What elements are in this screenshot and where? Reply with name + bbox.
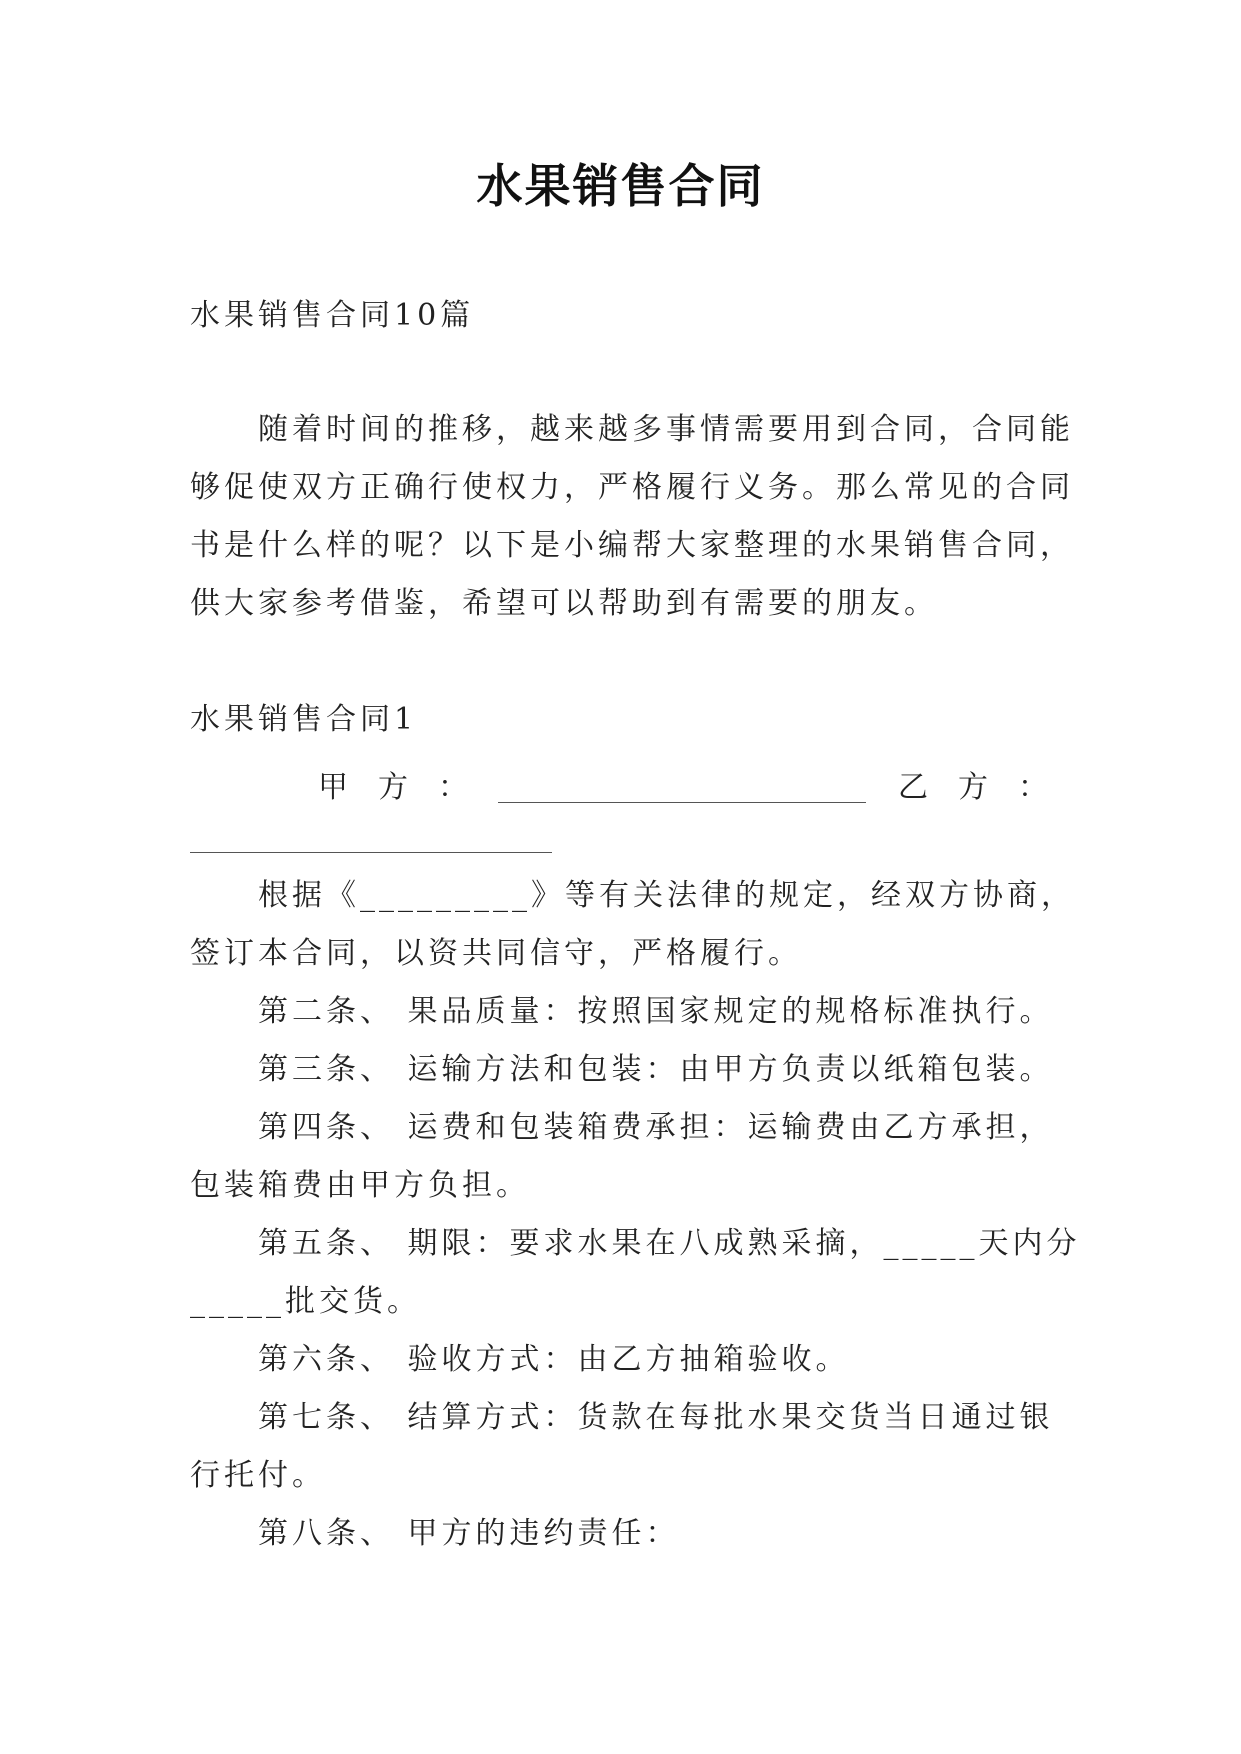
party-b-blank bbox=[190, 852, 552, 853]
contract-line: 第三条、 运输方法和包装：由甲方负责以纸箱包装。 bbox=[258, 1052, 1054, 1087]
intro-line-4: 供大家参考借鉴，希望可以帮助到有需要的朋友。 bbox=[190, 586, 938, 621]
section-heading: 水果销售合同1 bbox=[190, 702, 418, 737]
party-a-blank bbox=[498, 802, 866, 803]
document-subtitle: 水果销售合同10篇 bbox=[190, 298, 475, 333]
party-a-label: 甲 方 ： bbox=[318, 770, 468, 805]
contract-line: 第二条、 果品质量：按照国家规定的规格标准执行。 bbox=[258, 994, 1054, 1029]
intro-line-1: 随着时间的推移，越来越多事情需要用到合同，合同能 bbox=[258, 412, 1074, 447]
contract-line: 签订本合同，以资共同信守，严格履行。 bbox=[190, 936, 802, 971]
contract-line: _____批交货。 bbox=[190, 1284, 421, 1319]
contract-line: 第四条、 运费和包装箱费承担：运输费由乙方承担， bbox=[258, 1110, 1054, 1145]
contract-line: 第八条、 甲方的违约责任： bbox=[258, 1516, 680, 1551]
contract-line: 包装箱费由甲方负担。 bbox=[190, 1168, 530, 1203]
contract-line: 第六条、 验收方式：由乙方抽箱验收。 bbox=[258, 1342, 850, 1377]
contract-line: 行托付。 bbox=[190, 1458, 326, 1493]
contract-line: 根据《_________》等有关法律的规定，经双方协商， bbox=[258, 878, 1075, 913]
intro-line-2: 够促使双方正确行使权力，严格履行义务。那么常见的合同 bbox=[190, 470, 1074, 505]
contract-line: 第五条、 期限：要求水果在八成熟采摘，_____天内分 bbox=[258, 1226, 1081, 1261]
intro-line-3: 书是什么样的呢？以下是小编帮大家整理的水果销售合同， bbox=[190, 528, 1074, 563]
document-title: 水果销售合同 bbox=[476, 159, 765, 213]
party-b-label: 乙 方 ： bbox=[898, 770, 1048, 805]
contract-line: 第七条、 结算方式：货款在每批水果交货当日通过银 bbox=[258, 1400, 1054, 1435]
